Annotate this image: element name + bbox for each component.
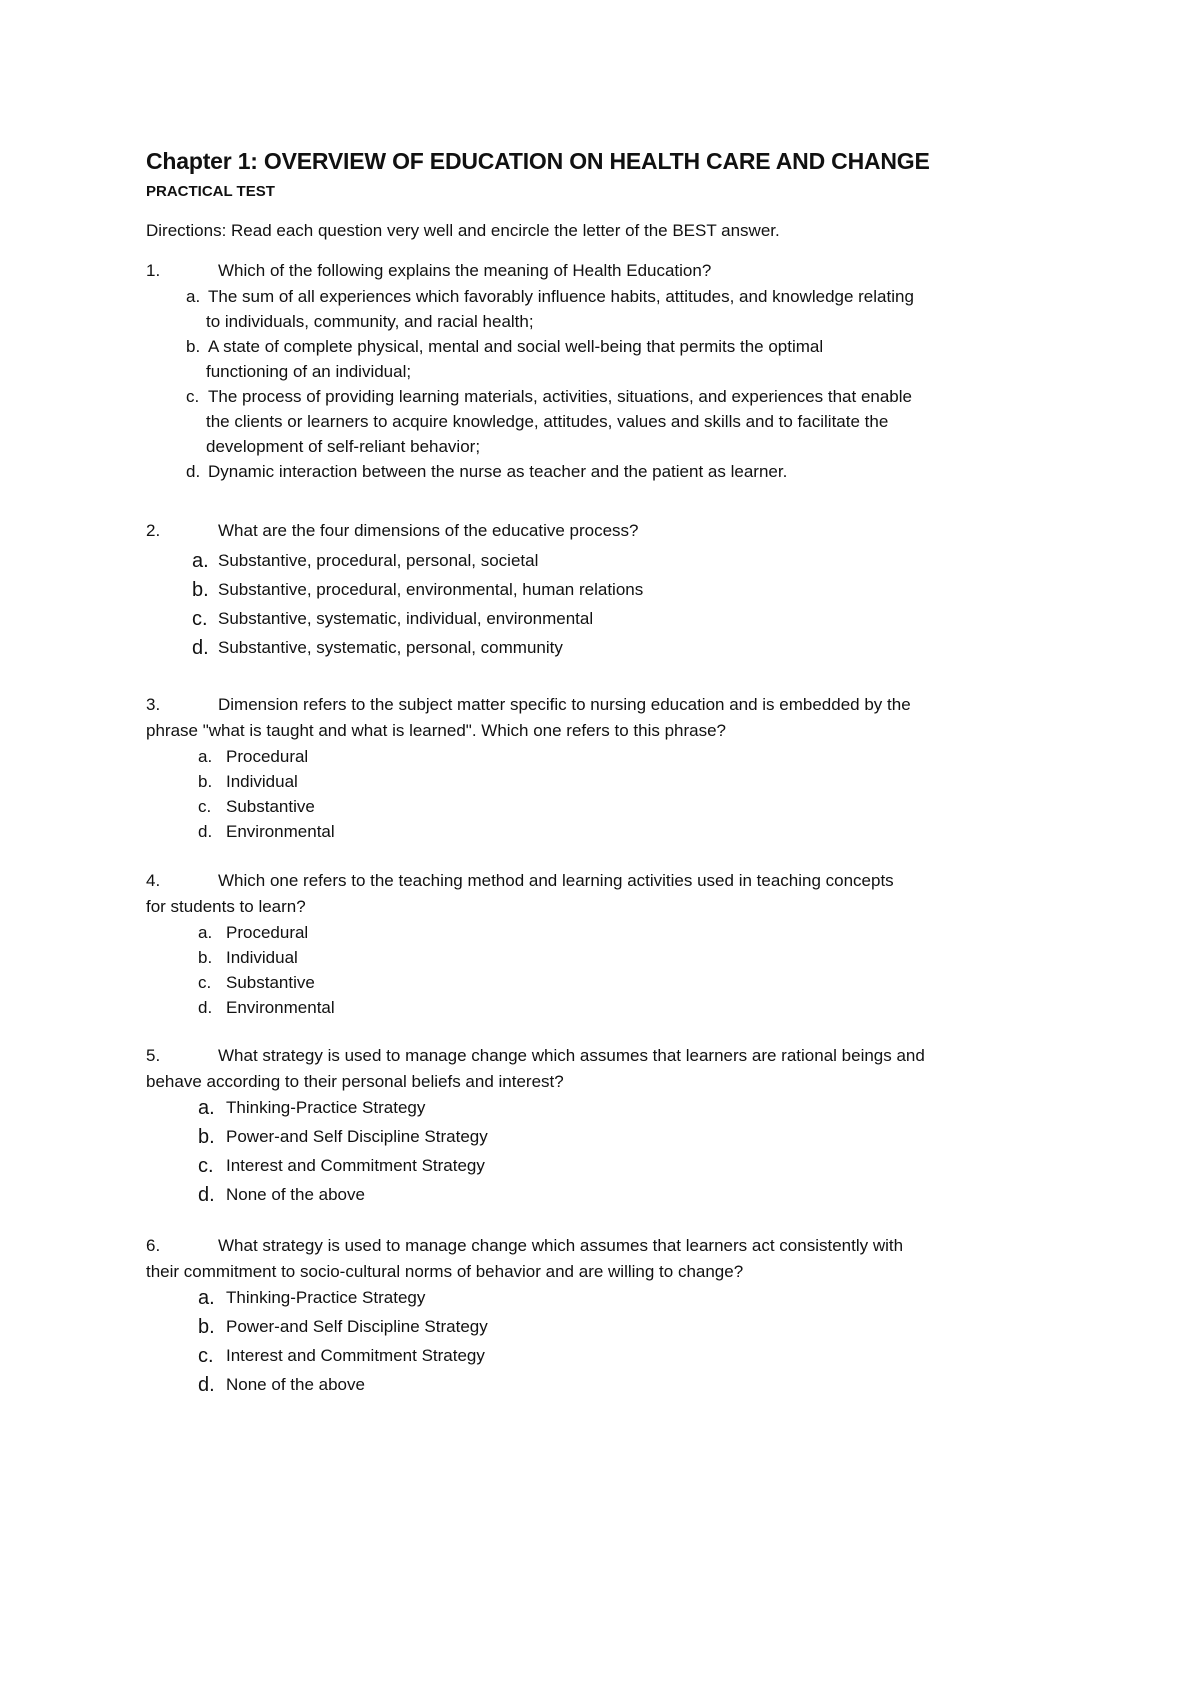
option-letter: c. [198,1345,214,1367]
answer-option-c[interactable] [146,1343,1106,1372]
answer-option-b[interactable] [146,577,1106,606]
option-text [226,1153,485,1182]
option-text-line: Thinking-Practice Strategy [226,1098,426,1117]
directions-text: Directions: Read each question very well and encircle the letter of the BEST answer. [146,221,780,240]
option-text-line: Interest and Commitment Strategy [226,1156,485,1175]
option-text-line: Substantive, procedural, environmental, human relations [218,580,644,599]
question-text: Which of the following explains the meaning of Health Education? [218,261,712,280]
option-text-line: Interest and Commitment Strategy [226,1346,485,1365]
option-text [218,635,563,664]
question-text-continued: their commitment to socio-cultural norms of behavior and are willing to change? [146,1262,744,1281]
question-stem [146,258,1106,284]
answer-option-d[interactable] [146,1372,1106,1401]
question-text-continued: for students to learn? [146,897,306,916]
option-text-line: Substantive, systematic, personal, community [218,638,563,657]
option-text [226,1095,425,1124]
option-letter: a. [198,1097,215,1119]
answer-option-c[interactable] [146,970,1106,995]
option-text [226,920,308,945]
question-text: What strategy is used to manage change which assumes that learners are rational beings and [218,1046,925,1065]
option-text-line: development of self-reliant behavior; [206,437,481,456]
option-letter: c. [198,797,212,816]
option-text [226,744,308,769]
question-3 [146,692,1106,844]
option-text [226,1124,488,1153]
option-text-line: Power-and Self Discipline Strategy [226,1317,488,1336]
option-text [218,577,643,606]
option-letter: a. [186,287,201,306]
option-text-line: to individuals, community, and racial health; [206,312,534,331]
option-text [208,384,912,459]
option-text [226,995,335,1020]
option-text [218,548,538,577]
option-text-line: A state of complete physical, mental and social well-being that permits the optimal [208,337,824,356]
option-text-line: Procedural [226,923,309,942]
option-text-line: Thinking-Practice Strategy [226,1288,426,1307]
question-text: Dimension refers to the subject matter specific to nursing education and is embedded by the [218,695,911,714]
option-text-line: Individual [226,948,298,967]
option-text-line: None of the above [226,1185,365,1204]
option-text [208,334,823,384]
question-number: 2. [146,521,161,540]
option-letter: c. [198,1155,214,1177]
question-text-continued: behave according to their personal beliefs and interest? [146,1072,564,1091]
question-stem [146,518,1106,544]
question-stem [146,868,1106,894]
option-text [226,970,315,995]
answer-option-a[interactable] [146,744,1106,769]
question-stem [146,692,1106,718]
question-number: 3. [146,695,161,714]
question-text-continued: phrase "what is taught and what is learned". Which one refers to this phrase? [146,721,727,740]
option-letter: c. [198,973,212,992]
answer-option-a[interactable] [146,284,1106,334]
answer-option-a[interactable] [146,1095,1106,1124]
answer-option-a[interactable] [146,1285,1106,1314]
answer-option-d[interactable] [146,1182,1106,1211]
answer-option-c[interactable] [146,1153,1106,1182]
question-number: 1. [146,261,161,280]
option-letter: d. [186,462,201,481]
answer-option-b[interactable] [146,945,1106,970]
answer-option-a[interactable] [146,548,1106,577]
answer-option-d[interactable] [146,995,1106,1020]
question-number: 5. [146,1046,161,1065]
question-6 [146,1233,1106,1401]
question-5 [146,1043,1106,1211]
option-letter: b. [198,772,213,791]
option-letter: d. [198,1184,215,1206]
option-letter: b. [192,579,209,601]
option-text-line: Dynamic interaction between the nurse as teacher and the patient as learner. [208,462,788,481]
answer-option-d[interactable] [146,459,1106,484]
option-letter: a. [198,747,213,766]
option-text-line: Environmental [226,998,335,1017]
option-text [226,945,298,970]
option-letter: c. [192,608,208,630]
answer-option-c[interactable] [146,384,1106,459]
question-text: What strategy is used to manage change which assumes that learners act consistently with [218,1236,904,1255]
option-text [208,284,914,334]
option-text [208,459,787,484]
option-text [226,1372,365,1401]
page-subtitle: PRACTICAL TEST [146,183,275,200]
option-text-line: functioning of an individual; [206,362,412,381]
option-text [226,1285,425,1314]
question-stem [146,1233,1106,1259]
option-letter: a. [198,923,213,942]
question-text: Which one refers to the teaching method and learning activities used in teaching concepts [218,871,894,890]
answer-option-c[interactable] [146,794,1106,819]
option-text-line: Power-and Self Discipline Strategy [226,1127,488,1146]
option-letter: a. [192,550,209,572]
option-text [226,1182,365,1211]
answer-option-b[interactable] [146,769,1106,794]
option-text-line: Substantive [226,797,315,816]
option-letter: b. [198,1316,215,1338]
option-text-line: The sum of all experiences which favorably influence habits, attitudes, and knowledge relating [208,287,914,306]
option-text-line: Individual [226,772,298,791]
answer-option-b[interactable] [146,1314,1106,1343]
question-number: 6. [146,1236,161,1255]
option-letter: b. [198,1126,215,1148]
option-letter: d. [198,822,213,841]
option-text-line: Environmental [226,822,335,841]
option-text-line: Procedural [226,747,309,766]
question-1 [146,258,1106,484]
question-number: 4. [146,871,161,890]
answer-option-c[interactable] [146,606,1106,635]
question-text: What are the four dimensions of the educative process? [218,521,639,540]
option-text-line: the clients or learners to acquire knowledge, attitudes, values and skills and to facilitate the [206,412,889,431]
option-text [226,794,315,819]
option-letter: d. [198,1374,215,1396]
option-text [218,606,593,635]
answer-option-a[interactable] [146,920,1106,945]
option-letter: d. [198,998,213,1017]
option-text [226,1314,488,1343]
option-text-line: Substantive [226,973,315,992]
option-letter: d. [192,637,209,659]
option-text-line: Substantive, procedural, personal, societal [218,551,539,570]
answer-option-d[interactable] [146,819,1106,844]
option-letter: b. [186,337,201,356]
option-text-line: Substantive, systematic, individual, environmental [218,609,594,628]
answer-option-d[interactable] [146,635,1106,664]
answer-option-b[interactable] [146,334,1106,384]
page-title: Chapter 1: OVERVIEW OF EDUCATION ON HEALTH CARE AND CHANGE [146,148,930,174]
option-letter: b. [198,948,213,967]
option-text [226,1343,485,1372]
answer-option-b[interactable] [146,1124,1106,1153]
question-stem [146,1043,1106,1069]
option-text-line: The process of providing learning materials, activities, situations, and experiences that enable [208,387,912,406]
option-text-line: None of the above [226,1375,365,1394]
option-letter: c. [186,387,200,406]
option-letter: a. [198,1287,215,1309]
question-4 [146,868,1106,1020]
option-text [226,819,335,844]
question-2 [146,518,1106,664]
option-text [226,769,298,794]
